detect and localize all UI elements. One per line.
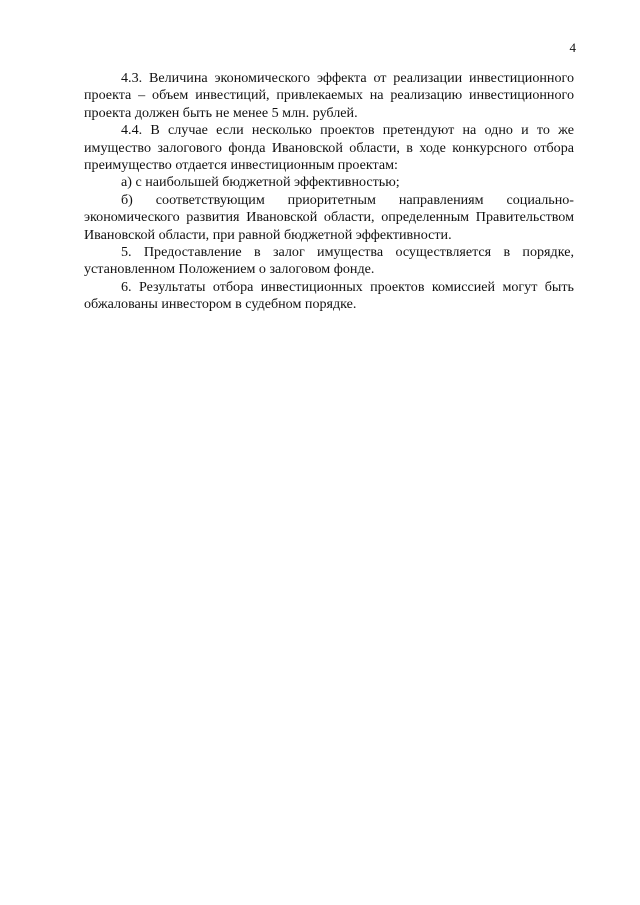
list-item-b: б) соответствующим приоритетным направлениям социально-экономического развития Ивановской области, определенным Правительством Ивановской области, при равной бюджетной эффективности. <box>84 191 574 243</box>
paragraph-6: 6. Результаты отбора инвестиционных проектов комиссией могут быть обжалованы инвестором в судебном порядке. <box>84 278 574 313</box>
paragraph-4-4: 4.4. В случае если несколько проектов претендуют на одно и то же имущество залогового фонда Ивановской области, в ходе конкурсного отбора преимущество отдается инвестиционным проектам: <box>84 122 574 174</box>
page-number: 4 <box>569 40 576 55</box>
paragraph-4-3: 4.3. Величина экономического эффекта от реализации инвестиционного проекта – объем инвестиций, привлекаемых на реализацию инвестиционного проекта должен быть не менее 5 млн. рублей. <box>84 70 574 121</box>
paragraph-5: 5. Предоставление в залог имущества осуществляется в порядке, установленном Положением о залоговом фонде. <box>84 244 574 278</box>
document-body <box>84 70 574 314</box>
list-item-a: а) с наибольшей бюджетной эффективностью; <box>121 174 400 191</box>
